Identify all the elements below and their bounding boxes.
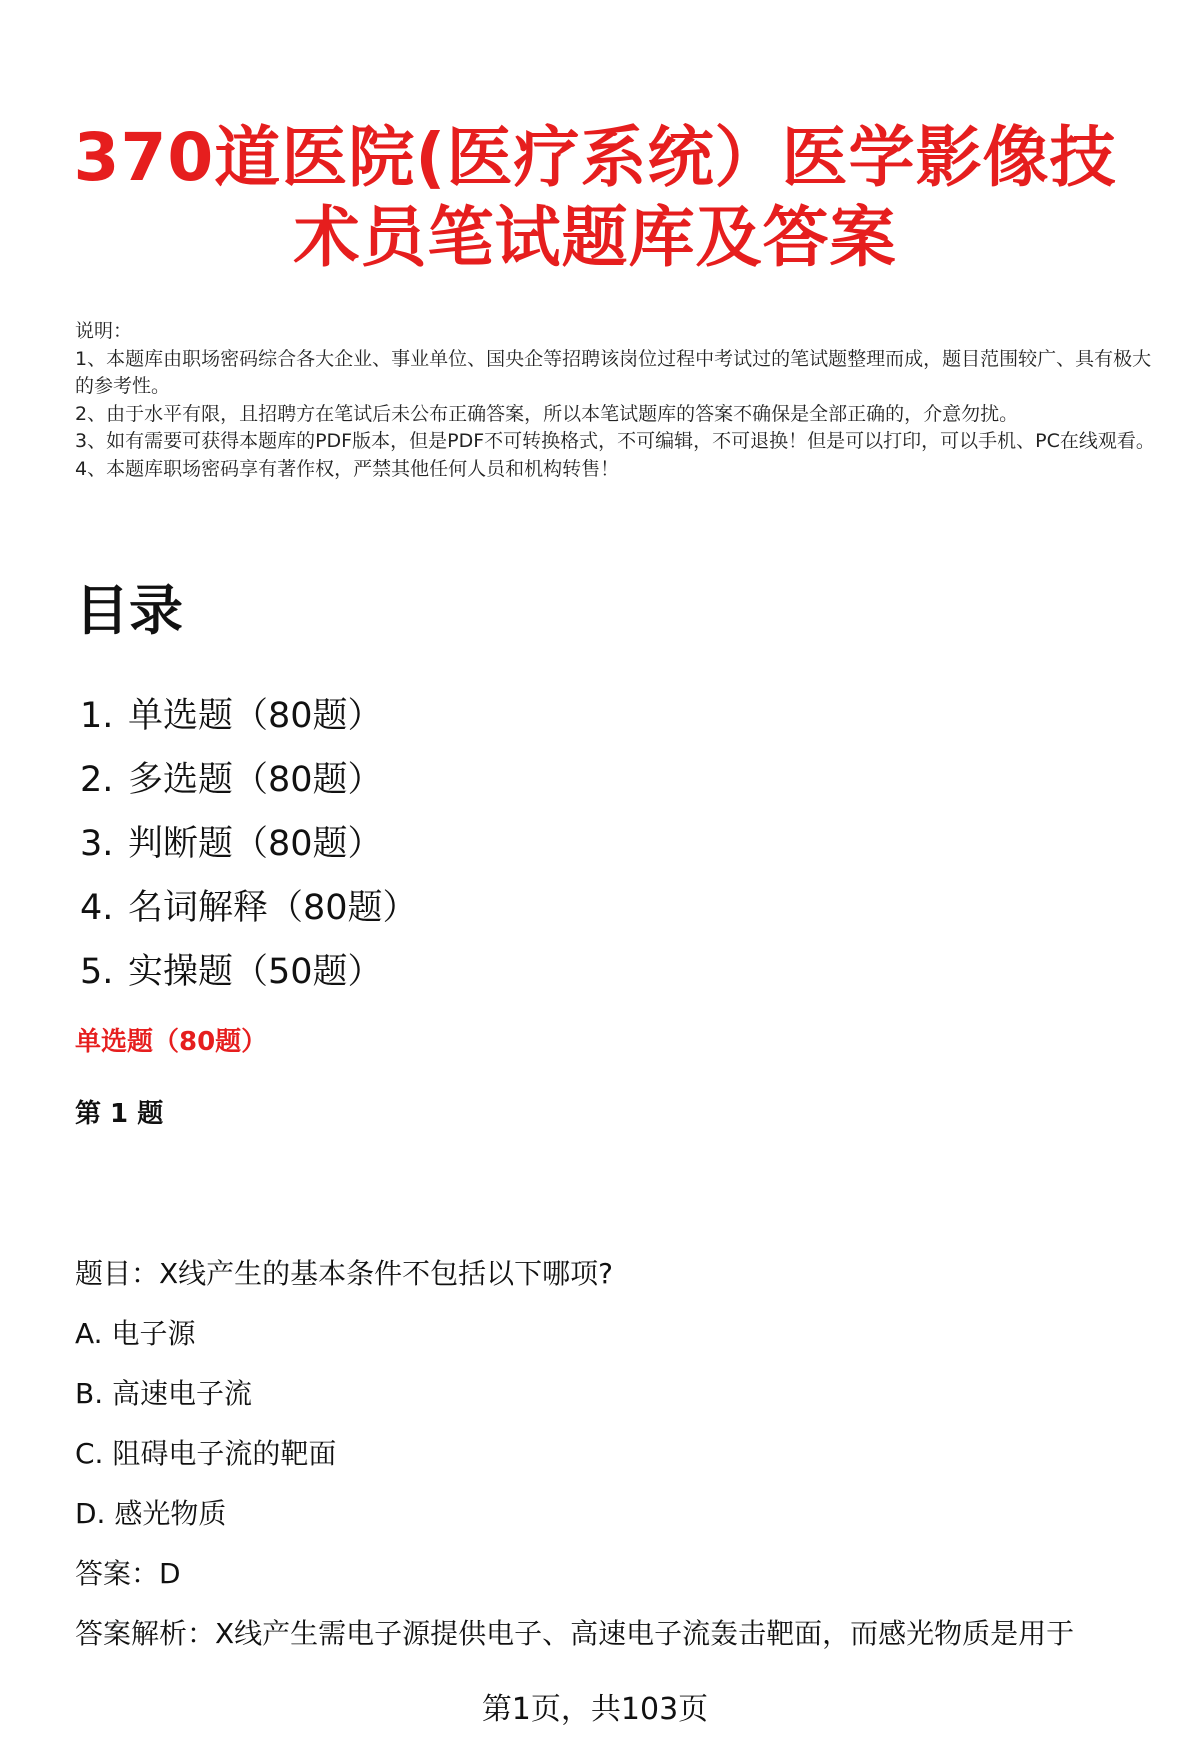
toc-item-label: 名词解释（80题）: [128, 888, 418, 928]
note-item: 3、如有需要可获得本题库的PDF版本，但是PDF不可转换格式，不可编辑，不可退换！但是可以打印，可以手机、PC在线观看。: [75, 430, 1155, 452]
toc-item-number: 5.: [80, 952, 114, 992]
toc-heading: 目录: [75, 579, 183, 642]
title-line-2: 术员笔试题库及答案: [293, 199, 897, 276]
question-option: D. 感光物质: [75, 1497, 227, 1530]
toc-list: [80, 684, 418, 1004]
toc-item-number: 3.: [80, 824, 114, 864]
toc-item-number: 4.: [80, 888, 114, 928]
toc-item[interactable]: [80, 876, 418, 940]
note-item: 2、由于水平有限，且招聘方在笔试后未公布正确答案，所以本笔试题库的答案不确保是全部正确的，介意勿扰。: [75, 402, 1019, 425]
question-stem: 题目：X线产生的基本条件不包括以下哪项?: [75, 1257, 614, 1290]
toc-item[interactable]: [80, 684, 418, 748]
document-title: [60, 118, 1130, 278]
question-block: [75, 1244, 1155, 1664]
question-number: 第 1 题: [75, 1099, 164, 1129]
toc-item-number: 1.: [80, 696, 114, 736]
note-item: 1、本题库由职场密码综合各大企业、事业单位、国央企等招聘该岗位过程中考试过的笔试题整理而成，题目范围较广、具有极大的参考性。: [75, 347, 1152, 397]
question-explanation: 答案解析：X线产生需电子源提供电子、高速电子流轰击靶面，而感光物质是用于: [75, 1617, 1075, 1650]
notes-block: [75, 318, 1155, 483]
notes-label: 说明：: [75, 320, 133, 342]
toc-item[interactable]: [80, 812, 418, 876]
toc-item-label: 单选题（80题）: [128, 696, 383, 736]
page-footer: 第1页，共103页: [481, 1692, 709, 1727]
toc-item-label: 实操题（50题）: [128, 952, 383, 992]
question-option: C. 阻碍电子流的靶面: [75, 1437, 337, 1470]
title-line-1: 370道医院(医疗系统）医学影像技: [73, 119, 1117, 196]
toc-item-label: 多选题（80题）: [128, 760, 383, 800]
question-option: A. 电子源: [75, 1317, 196, 1350]
toc-item[interactable]: [80, 748, 418, 812]
note-item: 4、本题库职场密码享有著作权，严禁其他任何人员和机构转售！: [75, 457, 620, 480]
toc-item[interactable]: [80, 940, 418, 1004]
question-option: B. 高速电子流: [75, 1377, 253, 1410]
question-answer: 答案：D: [75, 1557, 181, 1590]
toc-item-number: 2.: [80, 760, 114, 800]
section-title: 单选题（80题）: [75, 1027, 268, 1057]
toc-item-label: 判断题（80题）: [128, 824, 383, 864]
